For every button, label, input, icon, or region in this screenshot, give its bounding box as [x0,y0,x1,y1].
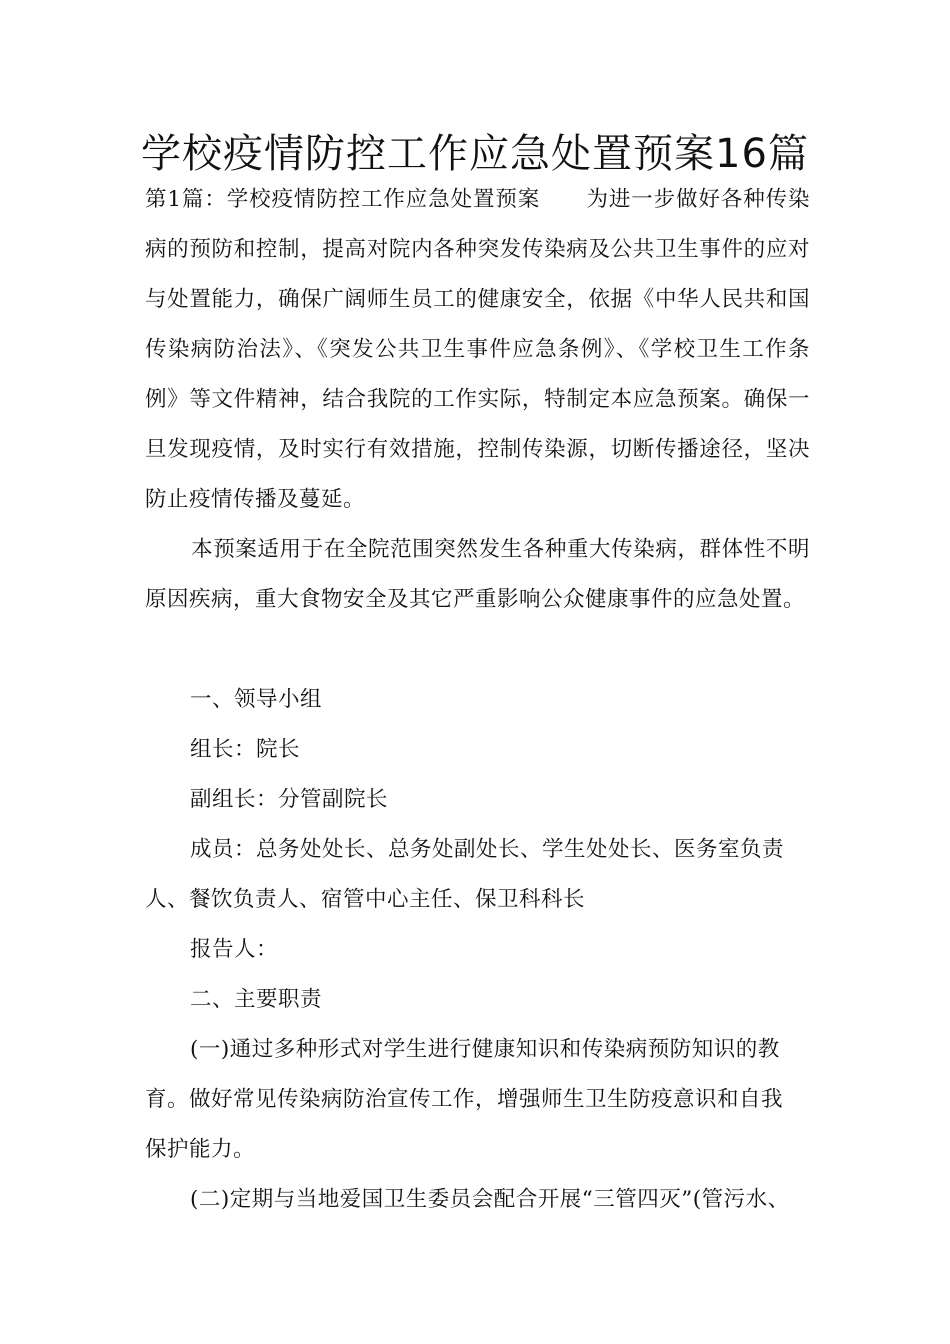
leader-line: 组长：院长 [190,737,301,762]
section-heading: 第1篇：学校疫情防控工作应急处置预案 [145,187,541,212]
document-title: 学校疫情防控工作应急处置预案16篇 [141,131,809,177]
intro-paragraph [145,175,810,525]
duty2-line-1: (二)定期与当地爱国卫生委员会配合开展“三管四灭”(管污水、 [190,1187,790,1212]
members-line-1: 成员：总务处处长、总务处副处长、学生处处长、医务室负责 [190,837,785,862]
duty1-line-2: 育。做好常见传染病防治宣传工作，增强师生卫生防疫意识和自我 [145,1087,784,1112]
members-line-2: 人、餐饮负责人、宿管中心主任、保卫科科长 [145,887,586,912]
duty1-line-3: 保护能力。 [145,1137,256,1162]
leadership-heading: 一、领导小组 [190,687,323,712]
scope-paragraph [145,525,810,625]
reporter-line: 报告人： [190,937,279,962]
intro-text: 为进一步做好各种传染病的预防和控制，提高对院内各种突发传染病及公共卫生事件的应对与处置能力，确保广阔师生员工的健康安全，依据《中华人民共和国传染病防治法》、《突发公共卫生事件应急条例》、《学校卫生工作条例》等文件精神，结合我院的工作实际，特制定本应急预案。确保一旦发现疫情，及时实行有效措施，控制传染源，切断传播途径，坚决防止疫情传播及蔓延。 [145,187,810,512]
duties-heading: 二、主要职责 [190,987,323,1012]
scope-text: 本预案适用于在全院范围突然发生各种重大传染病，群体性不明原因疾病，重大食物安全及其它严重影响公众健康事件的应急处置。 [145,537,810,612]
duty1-line-1: (一)通过多种形式对学生进行健康知识和传染病预防知识的教 [190,1037,780,1062]
deputy-leader-line: 副组长：分管副院长 [190,787,389,812]
